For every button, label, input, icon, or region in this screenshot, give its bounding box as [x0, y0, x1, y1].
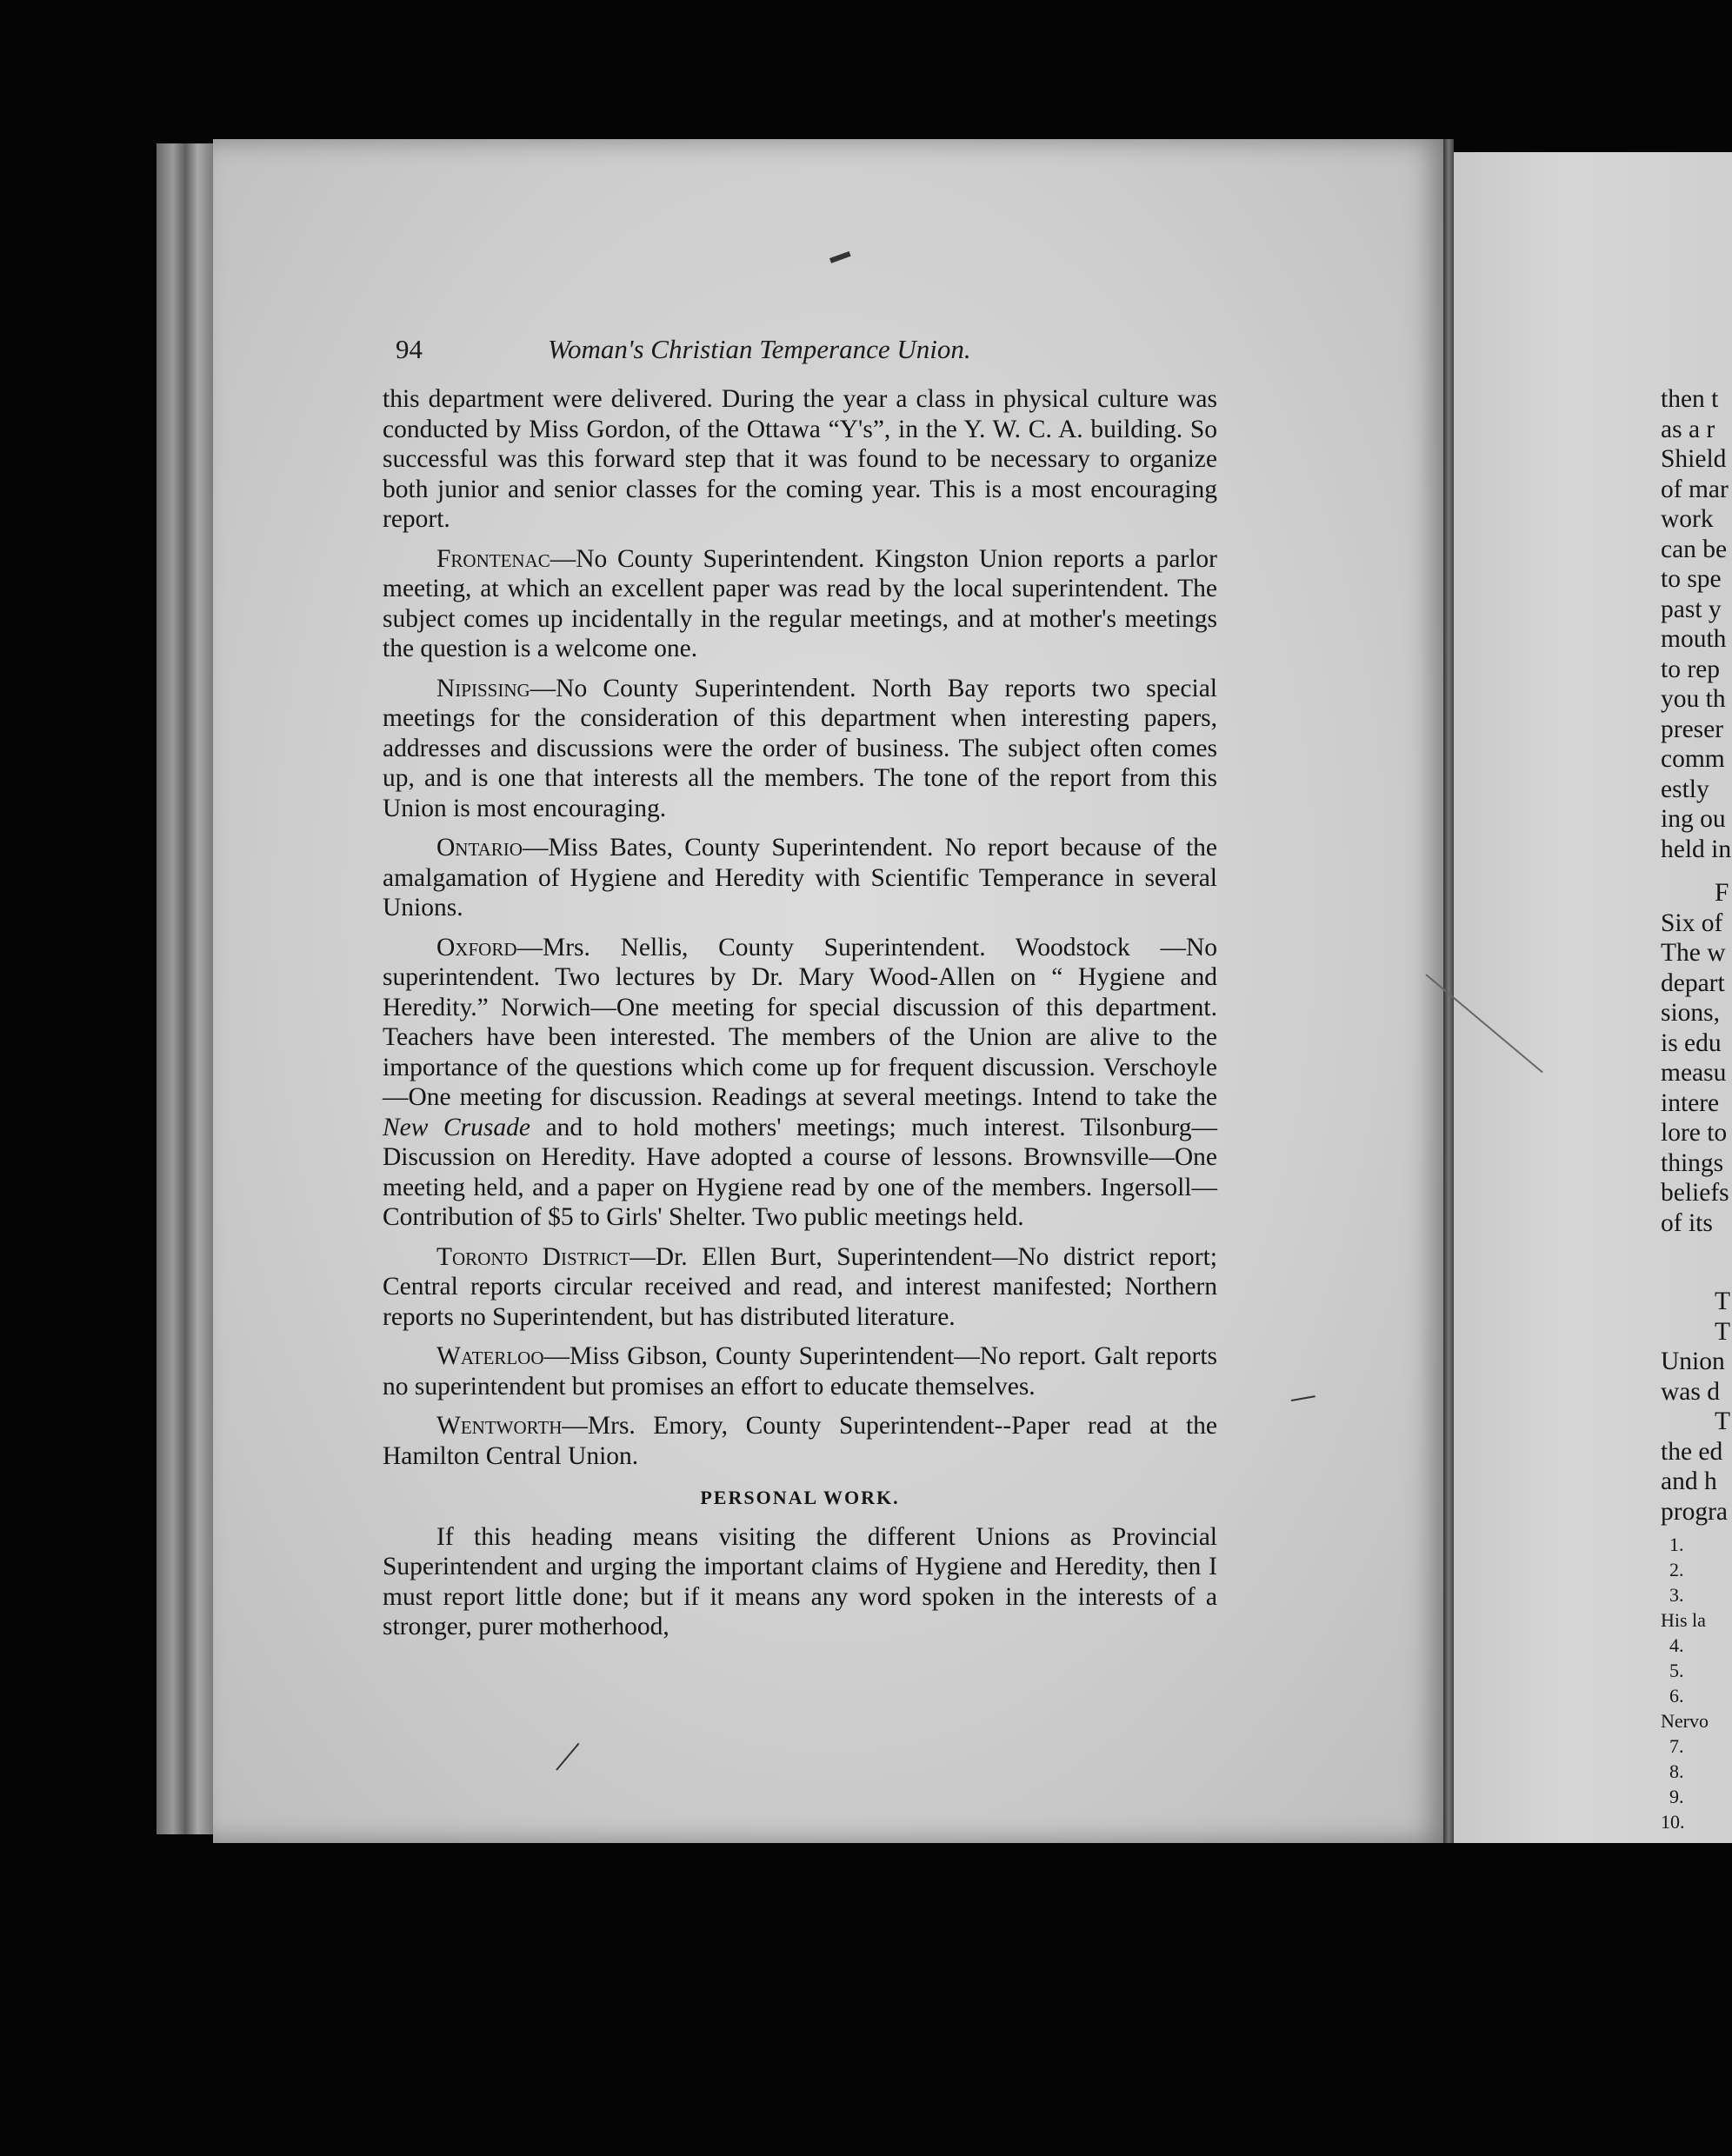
right-fragment: T — [1715, 1288, 1731, 1315]
right-fragment: the ed — [1661, 1437, 1723, 1466]
right-list-number: 7. — [1669, 1735, 1684, 1757]
right-page-column-top — [1661, 384, 1732, 864]
right-fragment: past y — [1661, 595, 1722, 623]
paragraph-text-tail: and to hold mothers' meetings; much interest. Tilsonburg—Discussion on Heredity. Have adopted a course of lessons. Brownsville—One meeting held, and a paper on Hygiene read by one of the members. Ingersoll—Contribution of $5 to Girls' Shelter. Two public meetings held. — [383, 1113, 1217, 1231]
right-fragment: preser — [1661, 715, 1724, 743]
right-fragment: can be — [1661, 535, 1728, 563]
body-text — [383, 384, 1217, 1652]
county-name: Oxford — [436, 933, 517, 962]
county-name: Wentworth — [436, 1412, 563, 1440]
right-fragment: lore to — [1661, 1119, 1728, 1147]
paragraph-text: —No County Superintendent. Kingston Union reports a parlor meeting, at which an excellent paper was read by the local superintendent. The subject comes up incidentally in the regular meetings, and at mother's meetings the question is a welcome one. — [383, 544, 1217, 662]
right-fragment: as a r — [1661, 415, 1715, 443]
right-page-column-middle — [1661, 878, 1732, 1238]
paragraph-text: —Mrs. Emory, County Superintendent--Paper read at the Hamilton Central Union. — [383, 1412, 1217, 1470]
right-fragment: is edu — [1661, 1028, 1722, 1057]
paragraph-personal-work — [383, 1522, 1217, 1642]
right-fragment: things — [1661, 1148, 1724, 1177]
right-fragment: sions, — [1661, 999, 1721, 1027]
paragraph-text: —Miss Bates, County Superintendent. No report because of the amalgamation of Hygiene and Heredity with Scientific Temperance in several Unions. — [383, 834, 1217, 922]
publication-title: New Crusade — [383, 1113, 530, 1141]
county-name: Frontenac — [436, 544, 550, 573]
right-list-number: 5. — [1669, 1660, 1684, 1681]
section-heading: PERSONAL WORK. — [700, 1487, 900, 1508]
right-page-numbered-list — [1661, 1532, 1732, 1834]
right-fragment: Six of — [1661, 908, 1723, 937]
paragraph-intro — [383, 384, 1217, 535]
right-fragment: His la — [1661, 1609, 1706, 1631]
paragraph-ontario — [383, 833, 1217, 923]
right-fragment: work — [1661, 505, 1714, 533]
right-list-number: 2. — [1669, 1559, 1684, 1580]
paragraph-text: —Dr. Ellen Burt, Superintendent—No district report; Central reports circular received and read, and interest manifested; Northern reports no Superintendent, but has distributed literature. — [383, 1242, 1218, 1331]
right-fragment: then t — [1661, 385, 1719, 413]
right-fragment: you th — [1661, 685, 1726, 713]
paragraph-frontenac — [383, 544, 1217, 664]
right-fragment: T — [1715, 1317, 1731, 1346]
page-number: 94 — [396, 334, 423, 364]
right-list-number: 4. — [1669, 1634, 1684, 1656]
paragraph-wentworth — [383, 1411, 1217, 1471]
paragraph-toronto — [383, 1242, 1217, 1333]
right-fragment: comm — [1661, 745, 1725, 773]
paragraph-waterloo — [383, 1341, 1217, 1401]
right-fragment: Union — [1661, 1348, 1725, 1375]
right-list-number: 8. — [1669, 1760, 1684, 1782]
paragraph-nipissing — [383, 674, 1217, 824]
right-fragment: progra — [1661, 1497, 1728, 1526]
right-list-number: 9. — [1669, 1786, 1684, 1807]
right-fragment: ing ou — [1661, 805, 1726, 833]
county-name: Ontario — [436, 834, 523, 862]
running-title: Woman's Christian Temperance Union. — [548, 334, 971, 364]
paragraph-text: If this heading means visiting the different Unions as Provincial Superintendent and urging the important claims of Hygiene and Heredity, then I must report little done; but if it means any word spoken in the interests of a stronger, purer motherhood, — [383, 1522, 1217, 1640]
paragraph-text: this department were delivered. During the year a class in physical culture was conducted by Miss Gordon, of the Ottawa “Y's”, in the Y. W. C. A. building. So successful was this forward step that it was found to be necessary to organize both junior and senior classes for the coming year. This is a most encouraging report. — [383, 385, 1217, 533]
right-fragment: Shield — [1661, 445, 1727, 473]
right-list-number: 6. — [1669, 1685, 1684, 1707]
right-fragment: of mar — [1661, 475, 1729, 503]
county-name: Nipissing — [436, 674, 530, 702]
right-fragment: to rep — [1661, 655, 1720, 683]
right-fragment: and h — [1661, 1467, 1717, 1495]
right-fragment: to spe — [1661, 565, 1722, 593]
right-fragment: The w — [1661, 939, 1726, 967]
right-page-column-lower — [1661, 1287, 1732, 1527]
right-fragment: estly — [1661, 775, 1709, 803]
right-fragment: of its — [1661, 1208, 1713, 1237]
paragraph-text: —No County Superintendent. North Bay reports two special meetings for the consideration of this department when interesting papers, addresses and discussions were the order of business. The subject often comes up, and is one that interests all the members. The tone of the report from this Union is most encouraging. — [383, 674, 1217, 822]
paragraph-text: —Miss Gibson, County Superintendent—No report. Galt reports no superintendent but promises an effort to educate themselves. — [383, 1342, 1217, 1401]
right-list-number: 3. — [1669, 1584, 1684, 1606]
right-fragment: mouth — [1661, 625, 1727, 653]
paragraph-oxford — [383, 933, 1217, 1233]
county-name: Waterloo — [436, 1342, 544, 1370]
right-list-number: 10. — [1661, 1811, 1685, 1833]
right-fragment: T — [1715, 1407, 1731, 1435]
right-fragment: F — [1715, 879, 1729, 907]
right-fragment: measu — [1661, 1059, 1727, 1087]
paragraph-text: —Mrs. Nellis, County Superintendent. Woodstock —No superintendent. Two lectures by Dr. Mary Wood-Allen on “ Hygiene and Heredity.” Norwich—One meeting for special discussion of this department. Teachers have been interested. The members of the Union are alive to the importance of the questions which come up for frequent discussion. Verschoyle—One meeting for discussion. Readings at several meetings. Intend to take the — [383, 933, 1217, 1111]
right-fragment: intere — [1661, 1088, 1720, 1117]
county-name: Toronto District — [436, 1242, 630, 1271]
right-fragment: beliefs — [1661, 1179, 1729, 1207]
right-fragment: was d — [1661, 1377, 1721, 1406]
right-fragment: depart — [1661, 968, 1725, 997]
page-header — [396, 334, 1213, 372]
right-fragment: Nervo — [1661, 1710, 1709, 1732]
right-list-number: 1. — [1669, 1534, 1684, 1555]
right-fragment: held in — [1661, 835, 1732, 863]
